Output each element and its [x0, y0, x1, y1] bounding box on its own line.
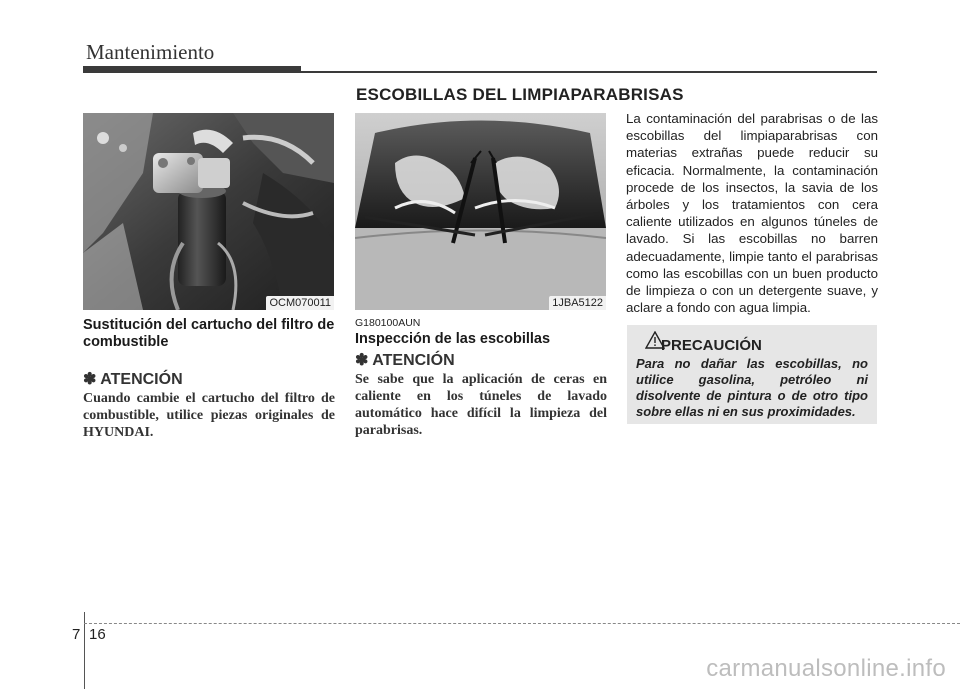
attention-text: Se sabe que la aplicación de ceras en caliente en los túneles de lavado automático hace difícil la limpieza del parabrisas. — [355, 372, 607, 438]
fuel-filter-photo — [83, 113, 334, 310]
watermark: carmanualsonline.info — [706, 655, 946, 682]
chapter-number: 7 — [72, 626, 81, 643]
attention-label: ✽ ATENCIÓN — [355, 352, 455, 369]
wiper-inspection-heading: Inspección de las escobillas — [355, 331, 551, 347]
caution-title: PRECAUCIÓN — [661, 337, 762, 354]
photo-code: OCM070011 — [266, 296, 334, 310]
fuel-filter-illustration — [83, 113, 334, 310]
reference-code: G180100AUN — [355, 317, 421, 329]
section-title: ESCOBILLAS DEL LIMPIAPARABRISAS — [356, 85, 684, 104]
header-divider-thick — [83, 66, 301, 73]
fuel-filter-heading: Sustitución del cartucho del filtro de combustible — [83, 317, 335, 350]
windshield-illustration — [355, 113, 606, 310]
attention-label: ✽ ATENCIÓN — [83, 371, 183, 388]
header-divider-thin — [301, 71, 877, 73]
page-number: 16 — [89, 626, 106, 643]
caution-text: Para no dañar las escobillas, no utilice gasolina, petróleo ni disolvente de pintura o de otro tipo sobre ellas ni en sus proximidades. — [636, 356, 868, 419]
caution-box — [627, 325, 877, 424]
windshield-photo — [355, 113, 606, 310]
header-section-title: Mantenimiento — [86, 40, 215, 64]
photo-code: 1JBA5122 — [549, 296, 606, 310]
attention-text: Cuando cambie el cartucho del filtro de combustible, utilice piezas originales de HYUNDAI. — [83, 391, 335, 440]
footer-dashed-rule — [84, 623, 960, 624]
wiper-contamination-text: La contaminación del parabrisas o de las escobillas del limpiaparabrisas con materias extrañas puede reducir su eficacia. Normalmente, la contaminación procede de los insectos, la savia de los árboles y los tratamientos con cera caliente utilizados en algunos túneles de lavado. Si las escobillas no barren adecuadamente, limpie tanto el parabrisas como las escobillas con un buen producto de limpieza o con un detergente suave, y aclare a fondo con agua limpia. — [626, 111, 878, 316]
